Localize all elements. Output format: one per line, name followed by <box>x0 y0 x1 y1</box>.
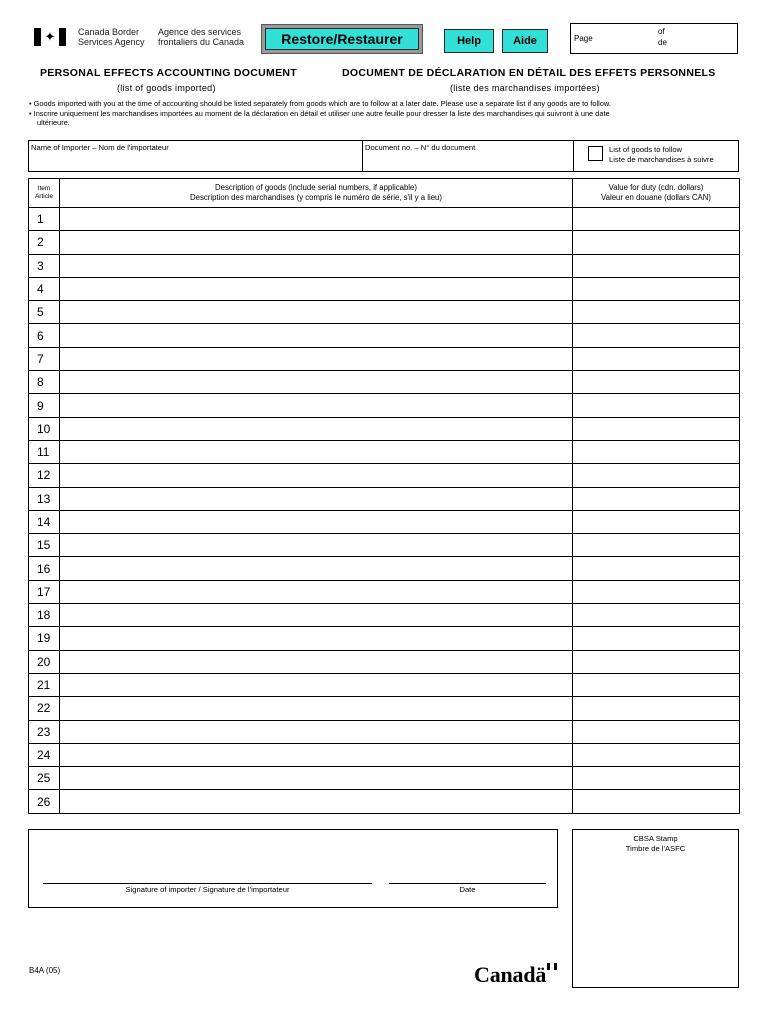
aide-button[interactable]: Aide <box>502 29 548 53</box>
description-cell[interactable] <box>60 464 573 487</box>
item-number: 23 <box>29 720 60 743</box>
subtitle-fr: (liste des marchandises importées) <box>450 83 600 93</box>
item-number: 12 <box>29 464 60 487</box>
page-number-field[interactable] <box>570 23 738 54</box>
description-cell[interactable] <box>60 580 573 603</box>
item-number: 13 <box>29 487 60 510</box>
page-label: Page <box>574 34 593 43</box>
table-row <box>29 534 740 557</box>
description-cell[interactable] <box>60 440 573 463</box>
instructions <box>29 99 739 128</box>
value-cell[interactable] <box>573 510 740 533</box>
description-cell[interactable] <box>60 277 573 300</box>
document-number-field[interactable] <box>363 141 574 171</box>
item-number: 2 <box>29 231 60 254</box>
value-cell[interactable] <box>573 557 740 580</box>
table-row <box>29 767 740 790</box>
item-column-header: Item Article <box>29 179 60 208</box>
table-row <box>29 650 740 673</box>
agency-name-en: Canada Border Services Agency <box>78 27 145 47</box>
value-cell[interactable] <box>573 277 740 300</box>
table-row <box>29 440 740 463</box>
value-cell[interactable] <box>573 580 740 603</box>
table-row <box>29 324 740 347</box>
date-label: Date <box>459 885 476 894</box>
item-number: 20 <box>29 650 60 673</box>
description-cell[interactable] <box>60 767 573 790</box>
item-number: 7 <box>29 347 60 370</box>
description-cell[interactable] <box>60 650 573 673</box>
importer-name-label: Name of Importer – Nom de l'importateur <box>31 143 169 152</box>
table-row <box>29 510 740 533</box>
value-cell[interactable] <box>573 417 740 440</box>
table-row <box>29 347 740 370</box>
description-cell[interactable] <box>60 487 573 510</box>
description-cell[interactable] <box>60 347 573 370</box>
item-number: 25 <box>29 767 60 790</box>
item-number: 26 <box>29 790 60 813</box>
item-number: 22 <box>29 697 60 720</box>
item-number: 21 <box>29 673 60 696</box>
description-cell[interactable] <box>60 394 573 417</box>
table-row <box>29 580 740 603</box>
stamp-label-fr: Timbre de l'ASFC <box>625 844 686 853</box>
item-number: 15 <box>29 534 60 557</box>
help-button[interactable]: Help <box>444 29 494 53</box>
table-row <box>29 790 740 813</box>
value-cell[interactable] <box>573 231 740 254</box>
value-cell[interactable] <box>573 627 740 650</box>
value-column-header: Value for duty (cdn. dollars) Valeur en douane (dollars CAN) <box>573 179 740 208</box>
value-cell[interactable] <box>573 208 740 231</box>
description-cell[interactable] <box>60 208 573 231</box>
value-cell[interactable] <box>573 790 740 813</box>
table-row <box>29 487 740 510</box>
description-cell[interactable] <box>60 534 573 557</box>
table-row <box>29 254 740 277</box>
agency-name-fr: Agence des services frontaliers du Canada <box>158 27 245 47</box>
table-row <box>29 231 740 254</box>
value-cell[interactable] <box>573 604 740 627</box>
table-row <box>29 464 740 487</box>
page-de-label: de <box>658 38 667 47</box>
table-row <box>29 720 740 743</box>
description-cell[interactable] <box>60 697 573 720</box>
description-cell[interactable] <box>60 254 573 277</box>
item-number: 10 <box>29 417 60 440</box>
item-number: 17 <box>29 580 60 603</box>
table-row <box>29 208 740 231</box>
table-row <box>29 371 740 394</box>
maple-leaf-icon: ✦ <box>44 29 56 44</box>
description-column-header: Description of goods (include serial numbers, if applicable) Description des marchandises (y compris le numéro de série, s'il y a lieu) <box>60 179 573 208</box>
value-cell[interactable] <box>573 301 740 324</box>
stamp-label-en: CBSA Stamp <box>633 834 678 843</box>
value-cell[interactable] <box>573 371 740 394</box>
description-cell[interactable] <box>60 510 573 533</box>
item-number: 9 <box>29 394 60 417</box>
item-number: 19 <box>29 627 60 650</box>
item-number: 16 <box>29 557 60 580</box>
table-row <box>29 394 740 417</box>
description-cell[interactable] <box>60 231 573 254</box>
table-row <box>29 301 740 324</box>
description-cell[interactable] <box>60 301 573 324</box>
description-cell[interactable] <box>60 371 573 394</box>
table-row <box>29 627 740 650</box>
subtitle-en: (list of goods imported) <box>117 83 216 93</box>
title-fr: DOCUMENT DE DÉCLARATION EN DÉTAIL DES EFFETS PERSONNELS <box>342 67 716 79</box>
value-cell[interactable] <box>573 347 740 370</box>
description-cell[interactable] <box>60 324 573 347</box>
description-cell[interactable] <box>60 627 573 650</box>
table-row <box>29 673 740 696</box>
description-cell[interactable] <box>60 604 573 627</box>
value-cell[interactable] <box>573 534 740 557</box>
item-number: 6 <box>29 324 60 347</box>
table-row <box>29 743 740 766</box>
value-cell[interactable] <box>573 324 740 347</box>
description-cell[interactable] <box>60 720 573 743</box>
value-cell[interactable] <box>573 673 740 696</box>
item-number: 18 <box>29 604 60 627</box>
item-number: 24 <box>29 743 60 766</box>
signature-label: Signature of importer / Signature de l'importateur <box>125 885 290 894</box>
page-of-label: of <box>658 27 665 36</box>
instruction-fr-continued: ultérieure. <box>37 118 70 127</box>
goods-to-follow-checkbox[interactable] <box>588 146 603 161</box>
signature-block <box>28 829 558 908</box>
value-cell[interactable] <box>573 394 740 417</box>
value-cell[interactable] <box>573 464 740 487</box>
value-cell[interactable] <box>573 487 740 510</box>
cbsa-stamp-box <box>572 829 739 988</box>
item-number: 11 <box>29 440 60 463</box>
table-row <box>29 604 740 627</box>
value-cell[interactable] <box>573 767 740 790</box>
wordmark-flag-icon <box>547 963 557 970</box>
date-line[interactable] <box>389 883 546 884</box>
description-cell[interactable] <box>60 743 573 766</box>
form-number: B4A (05) <box>29 966 61 975</box>
item-number: 14 <box>29 510 60 533</box>
title-en: PERSONAL EFFECTS ACCOUNTING DOCUMENT <box>40 67 297 79</box>
description-cell[interactable] <box>60 673 573 696</box>
value-cell[interactable] <box>573 650 740 673</box>
canada-wordmark: Canadä <box>474 962 547 987</box>
goods-to-follow-label: List of goods to follow Liste de marchandises à suivre <box>609 145 714 164</box>
table-row <box>29 557 740 580</box>
description-cell[interactable] <box>60 790 573 813</box>
signature-line[interactable] <box>43 883 372 884</box>
goods-to-follow-cell <box>574 141 738 171</box>
table-row <box>29 417 740 440</box>
value-cell[interactable] <box>573 720 740 743</box>
item-number: 3 <box>29 254 60 277</box>
instruction-en: • Goods imported with you at the time of accounting should be listed separately from goods which are to follow at a later date. Please use a separate list if any goods are to follow. <box>29 99 611 108</box>
description-cell[interactable] <box>60 417 573 440</box>
item-number: 1 <box>29 208 60 231</box>
canada-flag-icon <box>34 28 66 46</box>
goods-table <box>28 178 740 814</box>
item-number: 5 <box>29 301 60 324</box>
item-number: 8 <box>29 371 60 394</box>
value-cell[interactable] <box>573 743 740 766</box>
value-cell[interactable] <box>573 254 740 277</box>
item-number: 4 <box>29 277 60 300</box>
importer-info-row <box>28 140 739 172</box>
document-number-label: Document no. – N° du document <box>365 143 476 152</box>
instruction-fr: • Inscrire uniquement les marchandises importées au moment de la déclaration en détail et utiliser une autre feuille pour dresser la liste des marchandises qui suivront à une date <box>29 108 610 118</box>
description-cell[interactable] <box>60 557 573 580</box>
table-row <box>29 277 740 300</box>
value-cell[interactable] <box>573 697 740 720</box>
value-cell[interactable] <box>573 440 740 463</box>
table-row <box>29 697 740 720</box>
restore-button[interactable]: Restore/Restaurer <box>261 24 423 54</box>
importer-name-field[interactable] <box>29 141 363 171</box>
